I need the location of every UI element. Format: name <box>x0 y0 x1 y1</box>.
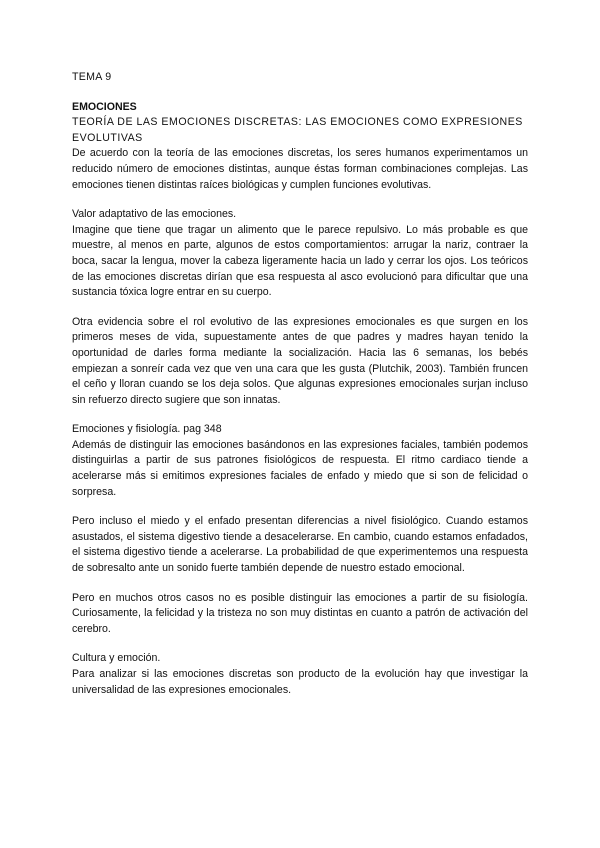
section-heading-physiology: Emociones y fisiología. pag 348 <box>72 423 222 436</box>
document-page <box>72 70 528 698</box>
section-heading-culture: Cultura y emoción. <box>72 652 161 665</box>
topic-label: TEMA 9 <box>72 71 112 83</box>
paragraph-physiology-patterns: Además de distinguir las emociones basándonos en las expresiones faciales, también podemos distinguirlas a partir de sus patrones fisiológicos de respuesta. El ritmo cardiaco tiende a acelerarse más si emitimos expresiones faciales de enfado y miedo que si son de felicidad o sorpresa. <box>72 438 528 498</box>
paragraph-evolutionary-evidence: Otra evidencia sobre el rol evolutivo de las expresiones emocionales es que surgen en los primeros meses de vida, supuestamente antes de que padres y madres hayan tenido la oportunidad de darles forma mediante la socialización. Hacia las 6 semanas, los bebés empiezan a sonreír cada vez que ven una cara que les gusta (Plutchik, 2003). También fruncen el ceño y lloran cuando se los deja solos. Que algunas expresiones emocionales surjan incluso sin refuerzo directo sugiere que son innatas. <box>72 315 528 406</box>
paragraph-universality: Para analizar si las emociones discretas son producto de la evolución hay que investigar la universalidad de las expresiones emocionales. <box>72 668 528 696</box>
document-subtitle: TEORÍA DE LAS EMOCIONES DISCRETAS: LAS EMOCIONES COMO EXPRESIONES EVOLUTIVAS <box>72 116 523 144</box>
paragraph-intro: De acuerdo con la teoría de las emociones discretas, los seres humanos experimentamos un reducido número de emociones distintas, aunque éstas forman combinaciones complejas. Las emociones tienen distintas raíces biológicas y cumplen funciones evolutivas. <box>72 147 528 191</box>
section-heading-adaptive-value: Valor adaptativo de las emociones. <box>72 208 237 221</box>
paragraph-brain-activation: Pero en muchos otros casos no es posible distinguir las emociones a partir de su fisiología. Curiosamente, la felicidad y la tristeza no son muy distintas en cuanto a patrón de activación del cerebro. <box>72 591 528 635</box>
paragraph-disgust-example: Imagine que tiene que tragar un alimento que le parece repulsivo. Lo más probable es que muestre, al menos en parte, algunos de estos comportamientos: arrugar la nariz, contraer la boca, sacar la lengua, mover la cabeza ligeramente hacia un lado y cerrar los ojos. Los teóricos de las emociones discretas dirían que esa respuesta al asco evolucionó para dificultar que una sustancia tóxica logre entrar en su cuerpo. <box>72 223 528 299</box>
document-title: EMOCIONES <box>72 100 137 113</box>
paragraph-fear-anger: Pero incluso el miedo y el enfado presentan diferencias a nivel fisiológico. Cuando estamos asustados, el sistema digestivo tiende a desacelerarse. En cambio, cuando estamos enfadados, el sistema digestivo tiende a acelerarse. La probabilidad de que experimentemos una respuesta de sobresalto ante un sonido fuerte también depende de nuestro estado emocional. <box>72 515 528 575</box>
